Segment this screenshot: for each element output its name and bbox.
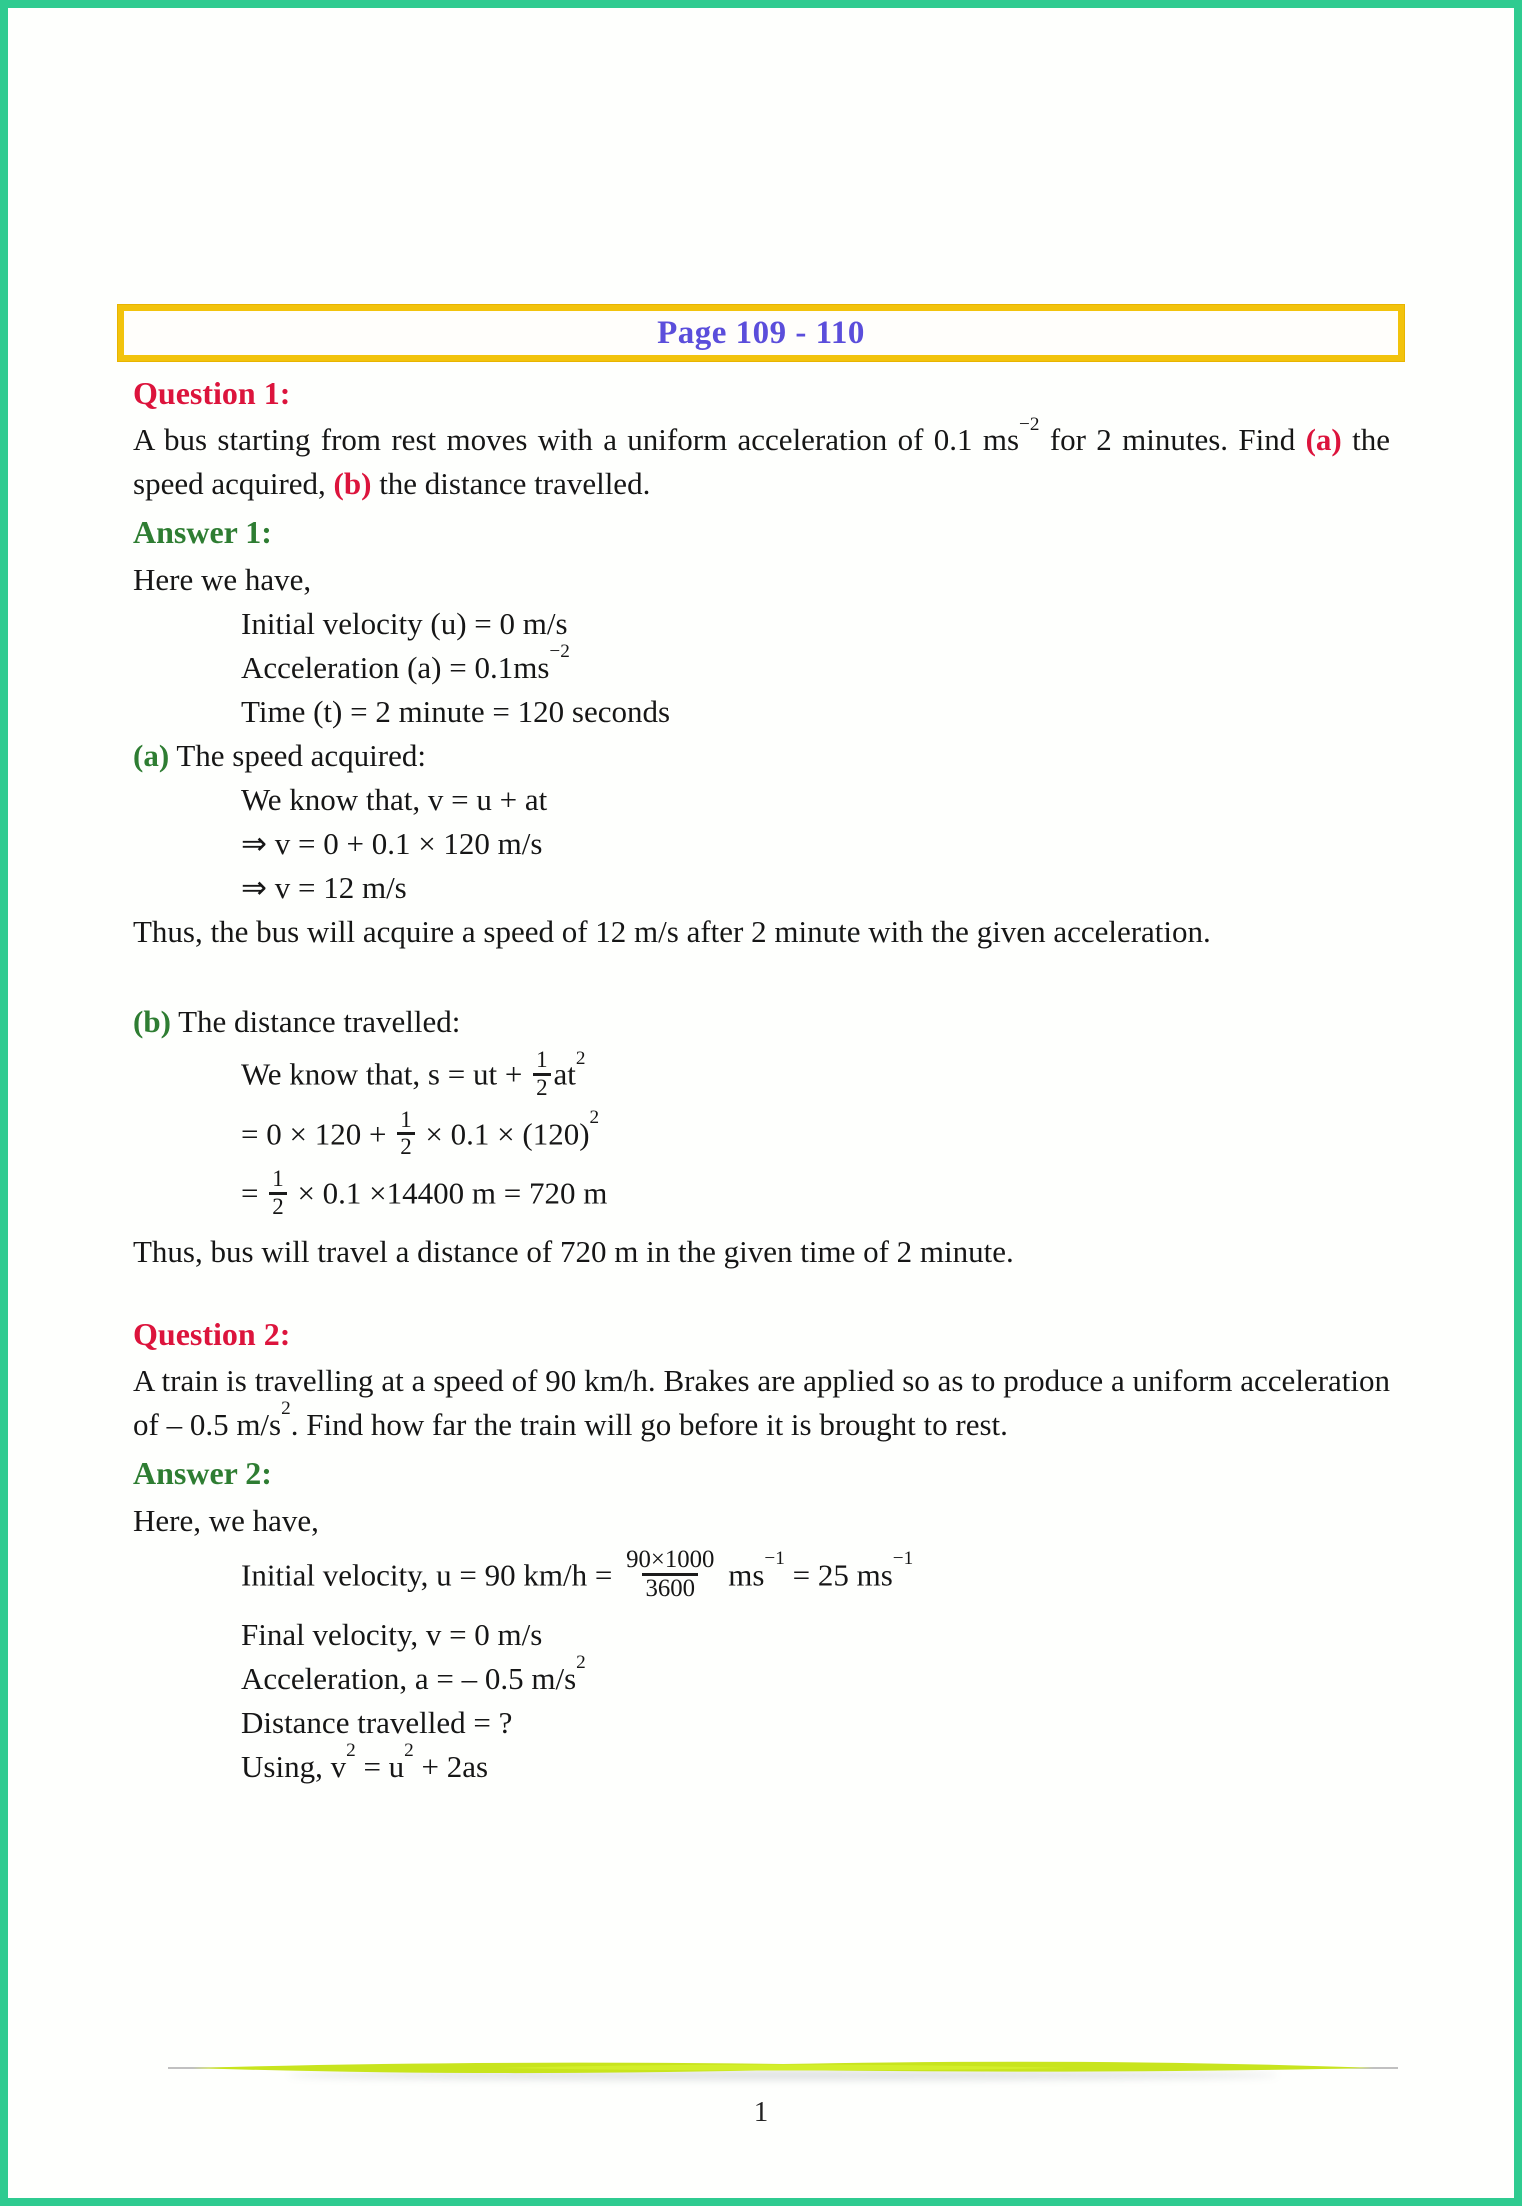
given-initial-velocity: Initial velocity (u) = 0 m/s [241, 605, 568, 641]
page-number: 1 [753, 2096, 769, 2128]
text-segment: = 25 ms [784, 1556, 893, 1592]
superscript: −2 [1019, 413, 1040, 435]
answer1-intro: Here we have, [133, 561, 312, 597]
answer2-label: Answer 2: [133, 1455, 272, 1492]
fraction-denominator: 3600 [642, 1573, 698, 1603]
answer1-label: Answer 1: [133, 514, 272, 551]
part-b-heading [133, 1000, 1390, 1044]
fraction-numerator: 1 [400, 1106, 412, 1132]
fraction-numerator: 1 [536, 1047, 548, 1073]
question2-label: Question 2: [133, 1315, 291, 1352]
lens-shape-icon [168, 2056, 1398, 2082]
fraction-one-half [269, 1167, 286, 1220]
text-segment: . Find how far the train will go before it is brought to rest. [290, 1407, 1008, 1443]
text-segment: = [241, 1175, 267, 1211]
text-segment: The distance travelled: [170, 1004, 461, 1040]
text-segment: for 2 minutes. Find [1039, 422, 1306, 458]
part-a-heading [133, 734, 1390, 778]
page-header-box [118, 305, 1404, 361]
superscript: 2 [576, 1652, 586, 1674]
fraction-numerator: 90×1000 [626, 1545, 715, 1573]
step-formula-v: We know that, v = u + at [241, 781, 548, 817]
superscript: 2 [575, 1047, 586, 1069]
text-segment: ms [720, 1556, 765, 1592]
text-segment: × 0.1 × (120) [417, 1115, 590, 1151]
calc-step-1 [133, 1106, 1390, 1164]
text-segment: = u [355, 1749, 405, 1785]
page-shadow-graphic [168, 2056, 1398, 2086]
text-segment: = 0 × 120 + [241, 1115, 395, 1151]
marker-b-red: (b) [333, 466, 372, 502]
page-title: Page 109 - 110 [657, 314, 865, 351]
fraction-numerator: 1 [272, 1166, 284, 1192]
question1-text [133, 413, 1390, 506]
given-acceleration [133, 641, 1390, 690]
text-segment: A train is travelling at a speed of 90 km/h. Brakes are applied so as to produce a uniform acceleration of – 0.5 m/s [133, 1363, 1390, 1443]
given-time: Time (t) = 2 minute = 120 seconds [241, 693, 671, 729]
text-segment: Acceleration, a = – 0.5 m/s [241, 1661, 577, 1697]
using-equation [133, 1740, 1390, 1789]
step-result-v: ⇒ v = 12 m/s [241, 870, 407, 906]
superscript: 2 [589, 1107, 600, 1129]
fraction-one-half [533, 1048, 550, 1101]
marker-a-green: (a) [133, 737, 170, 773]
text-segment: × 0.1 ×14400 m = 720 m [289, 1175, 608, 1211]
superscript: 2 [281, 1398, 291, 1420]
fraction-denominator: 2 [397, 1132, 414, 1160]
superscript: −2 [549, 641, 570, 662]
final-velocity: Final velocity, v = 0 m/s [241, 1617, 543, 1653]
text-segment: Using, v [241, 1749, 347, 1785]
text-segment: A bus starting from rest moves with a uniform acceleration of 0.1 ms [133, 422, 1020, 458]
fraction-denominator: 2 [269, 1192, 286, 1220]
fraction-speed-conversion [623, 1547, 717, 1604]
superscript: 2 [404, 1740, 414, 1762]
text-segment: The speed acquired: [169, 737, 426, 773]
text-segment: the distance travelled. [371, 466, 651, 502]
formula-s [133, 1047, 1390, 1104]
answer2-intro: Here, we have, [133, 1502, 319, 1538]
fraction-one-half [397, 1108, 414, 1161]
question2-text [133, 1359, 1390, 1447]
text-segment: Initial velocity, u = 90 km/h = [241, 1556, 621, 1592]
fraction-denominator: 2 [533, 1073, 550, 1101]
text-segment: Acceleration (a) = 0.1ms [241, 649, 550, 685]
marker-b-green: (b) [133, 1004, 171, 1040]
conclusion-a: Thus, the bus will acquire a speed of 12 m/s after 2 minute with the given acceleration. [133, 914, 1211, 950]
step-substitute-v: ⇒ v = 0 + 0.1 × 120 m/s [241, 826, 543, 861]
superscript: −1 [892, 1548, 914, 1570]
superscript: 2 [346, 1740, 356, 1762]
text-segment: We know that, s = ut + [241, 1056, 531, 1092]
text-segment: + 2as [413, 1749, 489, 1785]
marker-a-red: (a) [1305, 422, 1342, 458]
document-content [8, 361, 1514, 1789]
superscript: −1 [764, 1548, 785, 1570]
text-segment: the speed acquired, [133, 422, 1390, 502]
initial-velocity-conversion [133, 1545, 1390, 1607]
distance-unknown: Distance travelled = ? [241, 1705, 513, 1741]
acceleration-value [133, 1652, 1390, 1701]
calc-step-2 [133, 1166, 1390, 1223]
text-segment: at [553, 1056, 576, 1092]
question1-label: Question 1: [133, 375, 291, 411]
conclusion-b: Thus, bus will travel a distance of 720 m in the given time of 2 minute. [133, 1233, 1014, 1269]
